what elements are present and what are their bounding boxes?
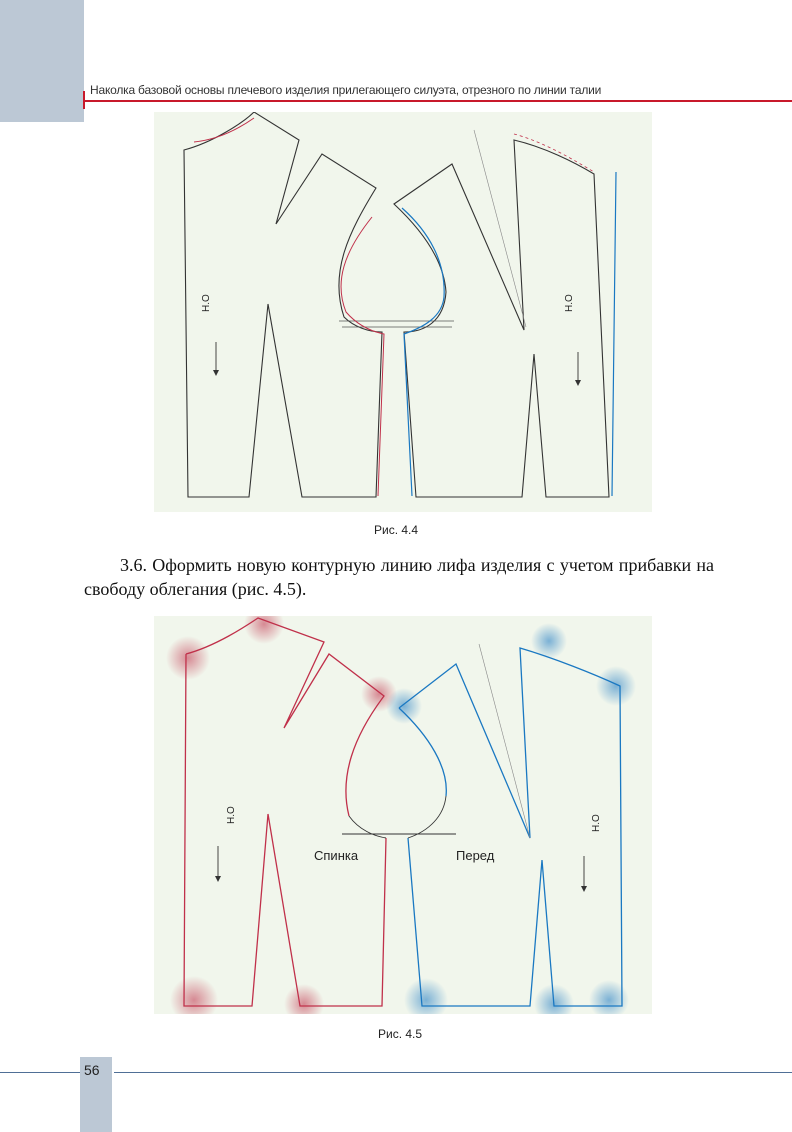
grain-label-right: Н.О	[564, 294, 575, 312]
pattern-drawing-4-4	[154, 112, 652, 512]
front-outline-blue	[399, 648, 622, 1006]
figure-4-5	[154, 616, 652, 1014]
grain-label-right-2: Н.О	[591, 814, 602, 832]
body-paragraph	[84, 553, 714, 601]
figure-4-4	[154, 112, 652, 512]
front-bodice-outline	[394, 140, 609, 497]
figure-caption-4-4: Рис. 4.4	[374, 523, 419, 537]
corner-block	[0, 0, 84, 122]
front-label: Перед	[456, 848, 495, 863]
running-title: Наколка базовой основы плечевого изделия прилегающего силуэта, отрезного по линии талии	[90, 83, 602, 97]
front-blue-contour	[402, 172, 616, 496]
back-label: Спинка	[314, 848, 359, 863]
grain-label-left: Н.О	[201, 294, 212, 312]
figure-caption-4-5: Рис. 4.5	[378, 1027, 423, 1041]
footer-rule-right	[114, 1072, 792, 1073]
paragraph-text: 3.6. Оформить новую контурную линию лифа изделия с учетом прибавки на свободу облегания (рис. 4.5).	[84, 555, 714, 599]
footer-rule-left	[0, 1072, 80, 1073]
back-bodice-outline	[184, 112, 382, 497]
back-outline-red	[184, 618, 386, 1006]
grain-label-left-2: Н.О	[226, 806, 237, 824]
header-rule	[84, 100, 792, 102]
pattern-drawing-4-5	[154, 616, 652, 1014]
page-number: 56	[84, 1062, 100, 1078]
